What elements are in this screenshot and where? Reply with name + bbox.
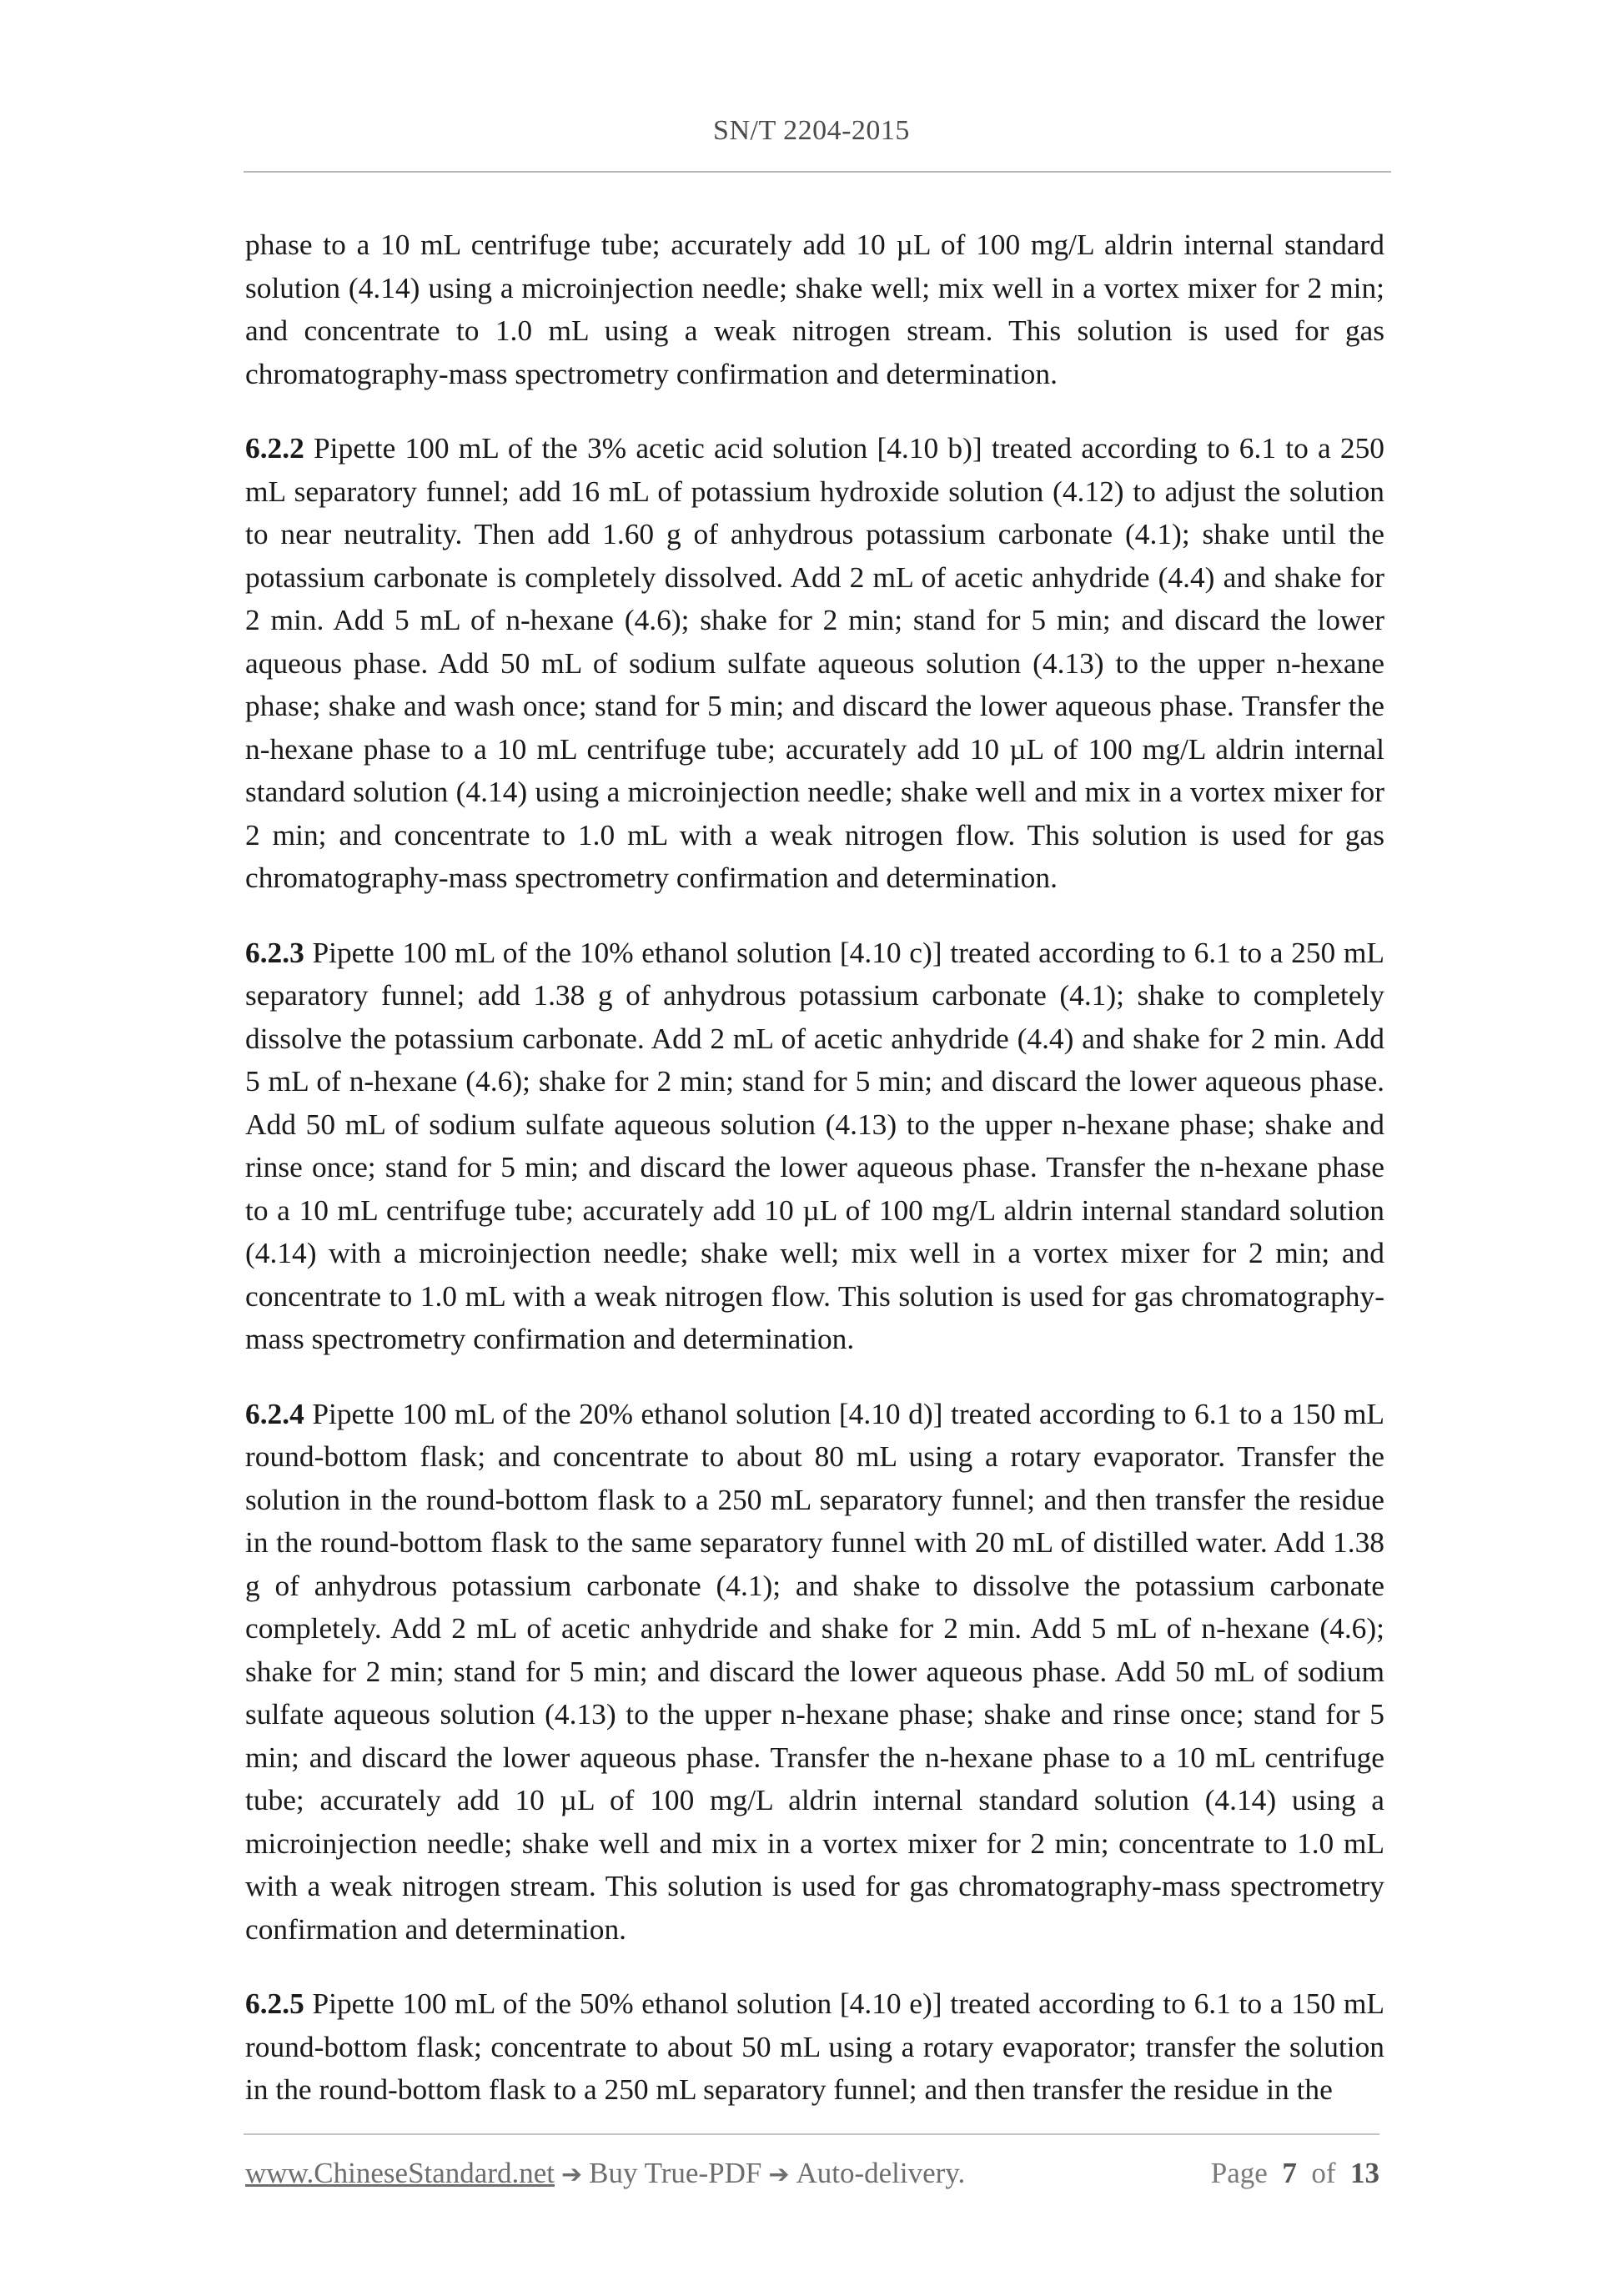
page-of: of bbox=[1311, 2157, 1336, 2189]
page-word: Page bbox=[1210, 2157, 1268, 2189]
paragraph-6-2-4 bbox=[245, 1393, 1384, 1952]
arrow-right-icon: ➔ bbox=[768, 2160, 790, 2189]
delivery-text: Auto-delivery. bbox=[796, 2157, 966, 2189]
paragraph-text: Pipette 100 mL of the 3% acetic acid solution [4.10 b)] treated according to 6.1 to a 250 mL separatory funnel; add 16 mL of potassium hydroxide solution (4.12) to adjust the solution to near neutrality. Then add 1.60 g of anhydrous potassium carbonate (4.1); shake until the potassium carbonate is completely dissolved. Add 2 mL of acetic anhydride (4.4) and shake for 2 min. Add 5 mL of n-hexane (4.6); shake for 2 min; stand for 5 min; and discard the lower aqueous phase. Add 50 mL of sodium sulfate aqueous solution (4.13) to the upper n-hexane phase; shake and wash once; stand for 5 min; and discard the lower aqueous phase. Transfer the n-hexane phase to a 10 mL centrifuge tube; accurately add 10 µL of 100 mg/L aldrin internal standard solution (4.14) using a microinjection needle; shake well and mix in a vortex mixer for 2 min; and concentrate to 1.0 mL with a weak nitrogen flow. This solution is used for gas chromatography-mass spectrometry confirmation and determination. bbox=[245, 431, 1384, 894]
paragraph-text: Pipette 100 mL of the 20% ethanol solution [4.10 d)] treated according to 6.1 to a 150 mL round-bottom flask; and concentrate to about 80 mL using a rotary evaporator. Transfer the solution in the round-bottom flask to a 250 mL separatory funnel; and then transfer the residue in the round-bottom flask to the same separatory funnel with 20 mL of distilled water. Add 1.38 g of anhydrous potassium carbonate (4.1); and shake to dissolve the potassium carbonate completely. Add 2 mL of acetic anhydride and shake for 2 min. Add 5 mL of n-hexane (4.6); shake for 2 min; stand for 5 min; and discard the lower aqueous phase. Add 50 mL of sodium sulfate aqueous solution (4.13) to the upper n-hexane phase; shake and rinse once; stand for 5 min; and discard the lower aqueous phase. Transfer the n-hexane phase to a 10 mL centrifuge tube; accurately add 10 µL of 100 mg/L aldrin internal standard solution (4.14) using a microinjection needle; shake well and mix in a vortex mixer for 2 min; concentrate to 1.0 mL with a weak nitrogen stream. This solution is used for gas chromatography-mass spectrometry confirmation and determination. bbox=[245, 1396, 1384, 1946]
page-indicator bbox=[1211, 2157, 1379, 2190]
clause-number: 6.2.2 bbox=[245, 431, 304, 465]
paragraph-text: Pipette 100 mL of the 50% ethanol solution [4.10 e)] treated according to 6.1 to a 150 mL round-bottom flask; concentrate to about 50 mL using a rotary evaporator; transfer the solution in the round-bottom flask to a 250 mL separatory funnel; and then transfer the residue in the bbox=[245, 1987, 1384, 2106]
paragraph-6-2-5 bbox=[245, 1982, 1384, 2112]
clause-number: 6.2.4 bbox=[245, 1396, 304, 1430]
clause-number: 6.2.5 bbox=[245, 1987, 304, 2020]
site-link[interactable]: www.ChineseStandard.net bbox=[245, 2157, 555, 2189]
document-body bbox=[245, 224, 1384, 2143]
page-total: 13 bbox=[1350, 2157, 1379, 2189]
document-id: SN/T 2204-2015 bbox=[713, 115, 910, 146]
footer-divider bbox=[244, 2133, 1379, 2135]
buy-text: Buy True-PDF bbox=[589, 2157, 762, 2189]
clause-number: 6.2.3 bbox=[245, 935, 304, 969]
header-divider bbox=[244, 171, 1391, 173]
paragraph-text: Pipette 100 mL of the 10% ethanol solution [4.10 c)] treated according to 6.1 to a 250 mL separatory funnel; add 1.38 g of anhydrous potassium carbonate (4.1); shake to completely dissolve the potassium carbonate. Add 2 mL of acetic anhydride (4.4) and shake for 2 min. Add 5 mL of n-hexane (4.6); shake for 2 min; stand for 5 min; and discard the lower aqueous phase. Add 50 mL of sodium sulfate aqueous solution (4.13) to the upper n-hexane phase; shake and rinse once; stand for 5 min; and discard the lower aqueous phase. Transfer the n-hexane phase to a 10 mL centrifuge tube; accurately add 10 µL of 100 mg/L aldrin internal standard solution (4.14) with a microinjection needle; shake well; mix well in a vortex mixer for 2 min; and concentrate to 1.0 mL with a weak nitrogen flow. This solution is used for gas chromatography-mass spectrometry confirmation and determination. bbox=[245, 935, 1384, 1355]
paragraph-6-2-3 bbox=[245, 932, 1384, 1361]
arrow-right-icon: ➔ bbox=[561, 2160, 583, 2189]
paragraph-6-2-2 bbox=[245, 427, 1384, 900]
page-header bbox=[0, 115, 1623, 147]
paragraph-continuation bbox=[245, 224, 1384, 395]
page-footer bbox=[245, 2157, 1379, 2190]
paragraph-text: phase to a 10 mL centrifuge tube; accurately add 10 µL of 100 mg/L aldrin internal standard solution (4.14) using a microinjection needle; shake well; mix well in a vortex mixer for 2 min; and concentrate to 1.0 mL using a weak nitrogen stream. This solution is used for gas chromatography-mass spectrometry confirmation and determination. bbox=[245, 228, 1384, 390]
page-current: 7 bbox=[1282, 2157, 1297, 2189]
